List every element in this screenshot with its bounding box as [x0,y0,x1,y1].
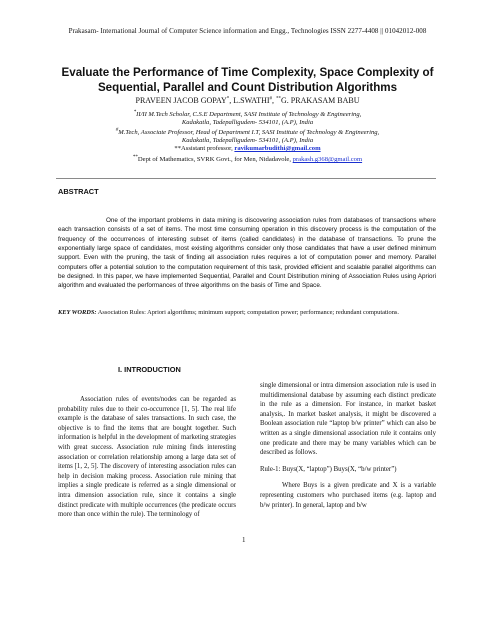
author-2: L.SWATHI [233,96,270,105]
author-list: PRAVEEN JACOB GOPAY*, L.SWATHI#, **G. PRAKASAM BABU [135,96,360,105]
keywords-text: Association Rules: Apriori algorithms; minimum support; computation power; performance; redundant computations. [97,309,399,316]
affiliation-2-mark: # [115,128,119,133]
intro-paragraph-left: Association rules of events/nodes can be regarded as probability rules due to their co-occurrence [1, 5]. The real life example is the database of sales transactions. In such case, the objective is to find the items that are bought together. Such information is helpful in the development of marketing strategies with great success. Association rule mining finds interesting association or correlation relationship among a large data set of items [1, 2, 5]. The discovery of interesting association rules can help in decision making process. Association rule mining that implies a single predicate is referred as a single dimensional or intra dimension association rule, since it contains a single distinct predicate with multiple occurrences (the predicate occurs more than once within the rule). The terminology of [58,396,236,519]
email-link-1[interactable]: ravikumarbudithi@gmail.com [234,145,321,152]
title-line-2: Sequential, Parallel and Count Distribution Algorithms [97,80,398,94]
author-2-mark: # [269,96,273,102]
affiliation-4-mark: ** [132,155,138,160]
author-1-mark: * [226,96,230,102]
affiliation-2-line-1: M.Tech, Associate Professor, Head of Department I.T, SASI Institute of Technology & Engineering, [118,129,380,137]
author-1: PRAVEEN JACOB GOPAY [135,96,227,105]
right-column [260,381,436,510]
author-3: G. PRAKASAM BABU [281,96,360,105]
intro-paragraph-right-1: single dimensional or intra dimension association rule is used in multidimensional database by assuming each distinct predicate in the rule as a dimension. For instance, in market basket analysis,. In market basket analysis, it might be discovered a Boolean association rule “laptop b/w printer” which can also be written as a single dimensional association rule it contains only one predicate and there may be many variables which can be described as follows. [260,382,436,457]
affiliation-2-line-2: Kadakatla, Tadepalligudem- 534101, (A.P), India [181,137,314,145]
affiliation-2 [60,127,435,146]
affiliation-4 [60,154,435,164]
introduction-heading: I. INTRODUCTION [118,365,181,374]
page-number: 1 [242,536,246,544]
intro-paragraph-right-2: Where Buys is a given predicate and X is a variable representing customers who purchased items (e.g. laptop and b/w printer). In general, laptop and b/w [260,482,436,509]
abstract-paragraph: One of the important problems in data mining is discovering association rules from databases of transactions where each transaction consists of a set of items. The most time consuming operation in this discovery process is the computation of the frequency of the occurrences of interesting subset of items (called candidates) in the database of transactions. To prune the exponentially large space of candidates, most existing algorithms consider only those candidates that have a user defined minimum support. Even with the pruning, the task of finding all association rules requires a lot of computation power and memory. Parallel computers offer a potential solution to the computation requirement of this task, provided efficient and scalable parallel algorithms can be designed. In this paper, we have implemented Sequential, Parallel and Count Distribution mining of Association Rules using Apriori algorithm and evaluated the performances of three algorithms on the basis of Time and Space. [58,217,436,290]
email-link-2[interactable]: prakash.g368@gmail.com [292,156,363,164]
affiliation-1-mark: * [133,110,137,115]
affiliation-1-line-2: Kadakatla, Tadepalligudem- 534101, (A.P), India [181,119,314,127]
affiliation-4-text: Dept of Mathematics, SVRK Govt., for Men, Nidadavole, [137,156,291,164]
affiliation-1 [60,109,435,128]
paper-title [60,66,435,95]
journal-header: Prakasam- International Journal of Computer Science information and Engg., Technologies ISSN 2277-4408 || 01042012-008 [68,27,427,35]
header-divider [56,178,436,179]
title-line-1: Evaluate the Performance of Time Complexity, Space Complexity of [61,66,434,79]
keywords-label: KEY WORDS: [58,309,97,316]
affiliation-3-text: **Assistant professor, [174,145,233,152]
author-3-mark: ** [276,96,282,102]
rule-example: Rule-1: Buys(X, “laptop”) Buys(X, “b/w printer”) [260,465,397,473]
affiliation-3 [60,145,435,153]
abstract-body [58,216,436,291]
keywords [58,309,436,318]
abstract-heading: ABSTRACT [58,187,99,196]
left-column [58,395,236,520]
affiliation-1-line-1: II/II M.Tech Scholar, C.S.E Department, SASI Institute of Technology & Engineering, [136,111,362,119]
